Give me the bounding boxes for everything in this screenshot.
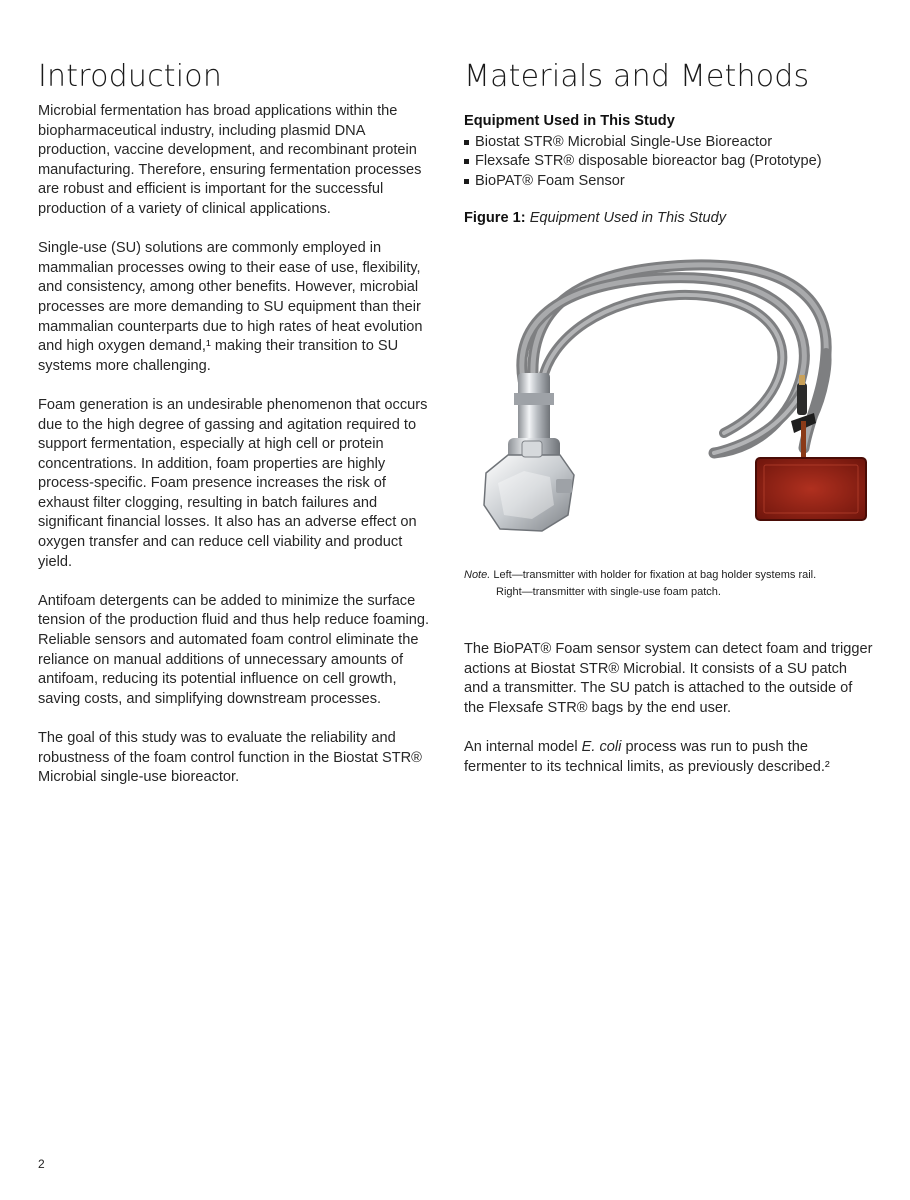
intro-paragraph-5: The goal of this study was to evaluate the reliability and robustness of the foam control function in the Biostat STR® Microbial single-use bioreactor. <box>38 730 422 786</box>
page-number: 2 <box>38 1157 45 1171</box>
equipment-item: Flexsafe STR® disposable bioreactor bag (Prototype) <box>464 152 874 172</box>
introduction-column <box>38 58 440 807</box>
bullet-square-icon <box>464 140 469 145</box>
introduction-heading: Introduction <box>38 59 223 94</box>
intro-paragraph-4: Antifoam detergents can be added to minimize the surface tension of the production fluid and thus help reduce foaming. Reliable sensors and automated foam control eliminate the reliance on manual additions of unnecessary amounts of antifoam, reducing its potential influence on cell growth, saving costs, and simplifying downstream processes. <box>38 592 430 707</box>
note-line-1: Left—transmitter with holder for fixation at bag holder systems rail. <box>493 568 817 581</box>
equipment-list <box>464 133 874 192</box>
intro-paragraph-3: Foam generation is an undesirable phenomenon that occurs due to the high degree of gassing and agitation required to support fermentation, especially at high cell or protein concentrations. In addition, foam properties are highly process-specific. Foam presence increases the risk of exhaust filter clogging, resulting in batch failures and significant financial losses. It also has an adverse effect on oxygen transfer and can reduce cell viability and product yield. <box>38 396 428 570</box>
bullet-square-icon <box>464 159 469 164</box>
equipment-item: BioPAT® Foam Sensor <box>464 172 874 192</box>
foam-patch-icon <box>756 458 866 520</box>
figure-note <box>464 567 874 601</box>
ecoli-italic: E. coli <box>581 738 622 755</box>
methods-paragraph-1: The BioPAT® Foam sensor system can detect foam and trigger actions at Biostat STR® Microbial. It consists of a SU patch and a transmitter. The SU patch is attached to the outside of the Flexsafe STR® bags by the end user. <box>464 640 873 716</box>
intro-paragraph-2: Single-use (SU) solutions are commonly employed in mammalian processes owing to their ease of use, flexibility, and consistency, among other benefits. However, microbial processes are more demanding to SU equipment than their mammalian counterparts due to high rates of heat evolution and high oxygen demand,¹ making their transition to SU systems more challenging. <box>38 240 423 374</box>
methods-body <box>464 640 874 777</box>
equipment-heading: Equipment Used in This Study <box>464 113 675 129</box>
figure-caption <box>464 209 874 229</box>
note-label: Note. <box>464 568 491 581</box>
cable-icon <box>522 265 827 453</box>
figure-title: Equipment Used in This Study <box>529 210 726 227</box>
foam-sensor-figure <box>464 243 874 553</box>
intro-paragraph-1: Microbial fermentation has broad applications within the biopharmaceutical industry, including plasmid DNA production, vaccine development, and recombinant protein manufacturing. Therefore, ensuring fermentation processes are robust and efficient is important for the successful production of a variety of clinical applications. <box>38 103 422 217</box>
equipment-item: Biostat STR® Microbial Single-Use Bioreactor <box>464 133 874 153</box>
materials-methods-heading: Materials and Methods <box>464 59 810 94</box>
bullet-square-icon <box>464 179 469 184</box>
figure-label: Figure 1: <box>464 210 526 227</box>
note-line-2: Right—transmitter with single-use foam patch. <box>496 585 721 598</box>
transmitter-icon <box>484 373 574 531</box>
foam-sensor-illustration <box>464 243 874 553</box>
methods-paragraph-2: An internal model E. coli process was run to push the fermenter to its technical limits, as previously described.² <box>464 738 830 775</box>
materials-methods-column <box>464 58 874 797</box>
